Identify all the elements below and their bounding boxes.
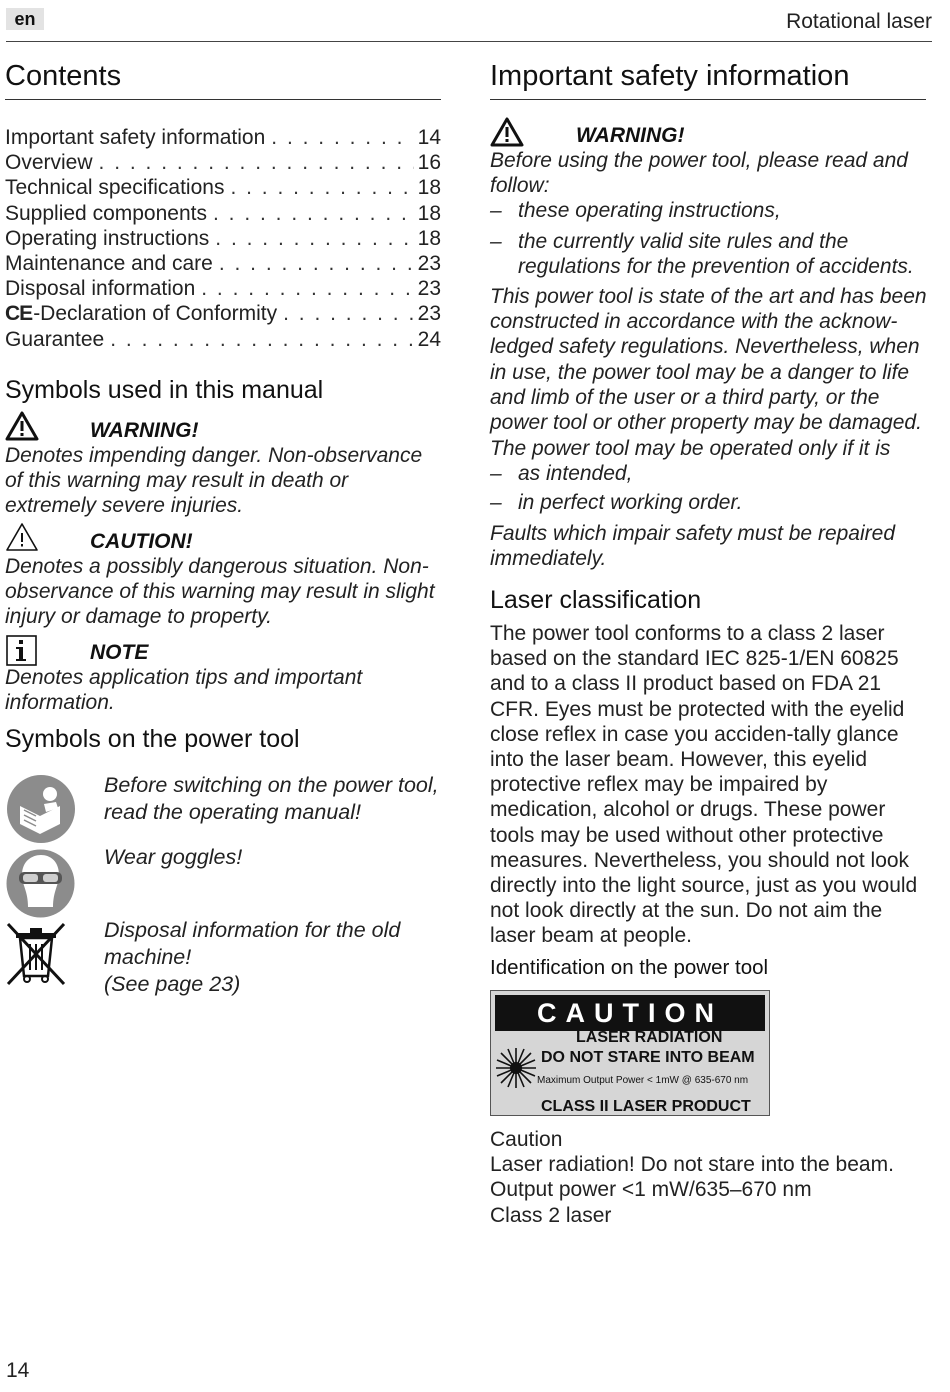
toc-entry-title: Important safety information [5, 126, 266, 149]
toc-entry-title: Maintenance and care [5, 252, 213, 276]
table-of-contents [5, 125, 441, 352]
list-dash: – [490, 491, 502, 514]
page-number: 14 [6, 1359, 30, 1382]
label-caption-line: Caution [490, 1128, 563, 1151]
toc-entry-page: 23 [417, 252, 441, 276]
list-item [490, 229, 930, 281]
toc-entry-title: Disposal information [5, 277, 196, 301]
toc-leader-dots [99, 150, 414, 175]
list-item-text: as intended, [518, 462, 633, 485]
list-dash: – [490, 199, 502, 222]
warning-description: Denotes impending danger. Non-observance of this warning may result in death or extremely severe injuries. [5, 444, 423, 518]
toc-entry-page: 18 [417, 226, 441, 250]
toc-leader-dots [283, 301, 414, 326]
language-badge: en [6, 8, 44, 30]
toc-entry-title-text: -Declaration of Conformity [33, 302, 278, 326]
warning-label: WARNING! [90, 419, 199, 442]
warning-triangle-icon [490, 117, 524, 147]
identification-heading: Identification on the power tool [490, 956, 769, 979]
toc-leader-dots [110, 327, 413, 352]
toc-entry-title: Technical specifications [5, 176, 225, 200]
disposal-text-line: Disposal information for the old machine! [104, 918, 401, 969]
contents-heading: Contents [5, 60, 122, 92]
safety-paragraph: This power tool is state of the art and has been constructed in accordance with the acknow-ledged safety regulations. Nevertheless, when in use, the power tool may be a danger to life and limb of the user or a third party, or the power tool or other property may be damaged. [490, 285, 927, 435]
toc-leader-dots [230, 175, 413, 200]
list-item-text: in perfect working order. [518, 491, 743, 514]
info-note-icon [6, 635, 37, 666]
label-caption-line: Output power <1 mW/635–670 nm [490, 1178, 812, 1202]
toc-leader-dots [219, 251, 414, 276]
symbols-tool-heading: Symbols on the power tool [5, 725, 300, 753]
disposal-text [104, 917, 449, 998]
caution-label: CAUTION! [90, 530, 193, 553]
toc-entry[interactable] [5, 226, 441, 251]
safety-intro: Before using the power tool, please read and follow: [490, 149, 908, 198]
label-caption [490, 1127, 930, 1228]
laser-warning-label [490, 990, 770, 1116]
toc-entry-title: Supplied components [5, 201, 207, 225]
note-label: NOTE [90, 641, 149, 664]
caution-description: Denotes a possibly dangerous situation. Non-observance of this warning may result in slight injury or damage to property. [5, 555, 435, 629]
safety-warning-label: WARNING! [576, 124, 685, 147]
list-item-text: the currently valid site rules and the regulations for the prevention of accidents. [518, 230, 914, 279]
label-do-not-stare-line: DO NOT STARE INTO BEAM [541, 1049, 755, 1066]
toc-entry[interactable] [5, 301, 441, 326]
warning-triangle-icon [5, 411, 39, 441]
goggles-text: Wear goggles! [104, 845, 243, 869]
toc-entry-page: 23 [417, 302, 441, 326]
list-item [490, 198, 930, 224]
toc-entry-page: 18 [417, 176, 441, 200]
toc-entry[interactable] [5, 276, 441, 301]
toc-entry-page: 24 [417, 327, 441, 351]
laser-classification-body: The power tool conforms to a class 2 laser based on the standard IEC 825-1/EN 60825 and to a class II product based on FDA 21 CFR. Eyes must be protected with the eyelid close reflex in case you acciden-tally glance into the laser beam. However, this eyelid protective reflex may be impaired by medication, alcohol or drugs. These power tools may be used without other protective measures. Nevertheless, you should not look directly into the light source, just as you would not look directly at the sun. Do not aim the laser beam at people. [490, 622, 918, 948]
list-dash: – [490, 462, 502, 485]
toc-entry[interactable] [5, 251, 441, 276]
caution-triangle-icon [5, 522, 39, 552]
label-class-line: CLASS II LASER PRODUCT [541, 1098, 751, 1115]
toc-entry-title: Overview [5, 151, 93, 175]
list-dash: – [490, 230, 502, 253]
ce-mark-icon: CE [5, 302, 33, 326]
read-manual-text: Before switching on the power tool, read the operating manual! [104, 773, 439, 824]
read-manual-icon [6, 774, 76, 844]
safety-heading: Important safety information [490, 60, 850, 92]
disposal-bin-icon [6, 922, 66, 986]
toc-entry-page: 18 [417, 201, 441, 225]
toc-leader-dots [215, 226, 413, 251]
contents-heading-rule [5, 99, 441, 100]
safety-faults-note: Faults which impair safety must be repaired immediately. [490, 522, 895, 571]
toc-entry-page: 16 [417, 151, 441, 175]
toc-leader-dots [213, 201, 414, 226]
toc-entry[interactable] [5, 150, 441, 175]
safety-operating-condition: The power tool may be operated only if it is [490, 437, 891, 460]
toc-entry[interactable] [5, 201, 441, 226]
toc-entry-title: Guarantee [5, 327, 105, 351]
toc-entry-page: 23 [417, 277, 441, 301]
disposal-see-page: (See page 23) [104, 972, 241, 996]
label-caption-line: Class 2 laser [490, 1203, 612, 1227]
laser-classification-heading: Laser classification [490, 586, 702, 614]
goggles-icon [6, 849, 75, 918]
symbols-manual-heading: Symbols used in this manual [5, 376, 324, 404]
toc-leader-dots [271, 125, 413, 150]
toc-entry[interactable] [5, 125, 441, 150]
header-divider [6, 41, 932, 42]
safety-heading-rule [490, 99, 926, 100]
list-item [490, 461, 930, 487]
laser-starburst-icon [495, 1047, 537, 1089]
note-description: Denotes application tips and important information. [5, 666, 363, 715]
label-title: CAUTION [495, 995, 765, 1031]
toc-entry[interactable] [5, 175, 441, 200]
toc-entry-title: Operating instructions [5, 226, 210, 250]
list-item [490, 490, 930, 516]
list-item-text: these operating instructions, [518, 199, 781, 222]
toc-entry-page: 14 [417, 126, 441, 149]
label-output-power-line: Maximum Output Power < 1mW @ 635-670 nm [537, 1075, 749, 1086]
toc-entry-title [5, 301, 277, 326]
document-title: Rotational laser [786, 10, 932, 33]
toc-leader-dots [201, 276, 413, 301]
toc-entry[interactable] [5, 327, 441, 352]
label-caption-line: Laser radiation! Do not stare into the beam. [490, 1153, 894, 1177]
label-radiation-line: LASER RADIATION [576, 1029, 723, 1046]
